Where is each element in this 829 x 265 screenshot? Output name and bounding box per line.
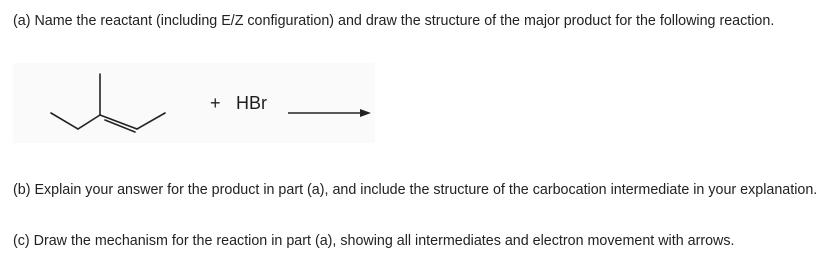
reaction-arrow xyxy=(288,109,371,117)
double-bond-main xyxy=(100,115,137,129)
bond-c4-c5 xyxy=(137,113,165,129)
question-c-text: (c) Draw the mechanism for the reaction in part (a), showing all intermediates and electron movement with arrows. xyxy=(13,233,735,249)
bond-c2-c3 xyxy=(78,115,100,129)
reagent-hbr: HBr xyxy=(236,93,267,113)
reactant-structure xyxy=(13,63,375,143)
reaction-scheme xyxy=(13,63,375,143)
question-b-text: (b) Explain your answer for the product in part (a), and include the structure of the carbocation intermediate in your explanation. xyxy=(13,182,818,198)
question-a-text: (a) Name the reactant (including E/Z configuration) and draw the structure of the major product for the following reaction. xyxy=(13,13,775,29)
bond-c1-c2 xyxy=(51,113,78,129)
plus-sign: + xyxy=(210,93,221,113)
